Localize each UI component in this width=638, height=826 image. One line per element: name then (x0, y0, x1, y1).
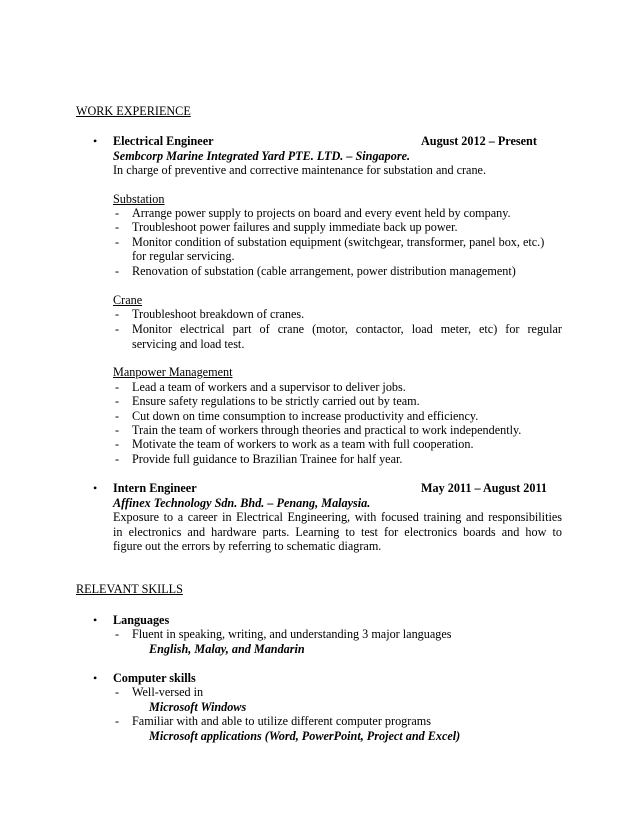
job-summary-line: figure out the errors by referring to schematic diagram. (113, 539, 382, 553)
work-experience-heading: WORK EXPERIENCE (76, 104, 191, 118)
skill-group-title: Languages (113, 613, 170, 627)
list-item-continuation: for regular servicing. (132, 249, 235, 263)
job-dates: May 2011 – August 2011 (421, 481, 547, 495)
skill-item: Familiar with and able to utilize different computer programs (132, 714, 431, 728)
job-title: Electrical Engineer (113, 134, 214, 148)
list-dash: - (115, 714, 120, 728)
list-dash: - (115, 264, 120, 278)
list-dash: - (115, 394, 120, 408)
skill-detail: English, Malay, and Mandarin (149, 642, 305, 656)
skill-detail: Microsoft applications (Word, PowerPoint, Project and Excel) (149, 729, 461, 743)
list-item: Renovation of substation (cable arrangement, power distribution management) (132, 264, 516, 278)
job-bullet: • (93, 134, 98, 148)
list-dash: - (115, 423, 120, 437)
job-company: Affinex Technology Sdn. Bhd. – Penang, Malaysia. (113, 496, 371, 510)
skill-group-title: Computer skills (113, 671, 196, 685)
list-item: Troubleshoot breakdown of cranes. (132, 307, 305, 321)
list-item: Motivate the team of workers to work as a team with full cooperation. (132, 437, 474, 451)
job-summary-line: in electronics and hardware parts. Learning to test for electronics boards and how to (113, 525, 562, 539)
section-heading-crane: Crane (113, 293, 143, 307)
list-dash: - (115, 235, 120, 249)
job-summary-line: Exposure to a career in Electrical Engineering, with focused training and responsibilities (113, 510, 562, 524)
list-dash: - (115, 627, 120, 641)
list-dash: - (115, 206, 120, 220)
list-item: Monitor condition of substation equipment (switchgear, transformer, panel box, etc.) (132, 235, 545, 249)
skill-item: Well-versed in (132, 685, 204, 699)
list-dash: - (115, 307, 120, 321)
list-dash: - (115, 685, 120, 699)
list-dash: - (115, 322, 120, 336)
job-summary: In charge of preventive and corrective maintenance for substation and crane. (113, 163, 487, 177)
list-item: Train the team of workers through theories and practical to work independently. (132, 423, 522, 437)
list-dash: - (115, 409, 120, 423)
section-heading-substation: Substation (113, 192, 165, 206)
relevant-skills-heading: RELEVANT SKILLS (76, 582, 183, 596)
list-item: Ensure safety regulations to be strictly carried out by team. (132, 394, 420, 408)
list-dash: - (115, 380, 120, 394)
list-item-continuation: servicing and load test. (132, 337, 245, 351)
list-item: Troubleshoot power failures and supply immediate back up power. (132, 220, 458, 234)
skill-item: Fluent in speaking, writing, and understanding 3 major languages (132, 627, 452, 641)
skill-detail: Microsoft Windows (149, 700, 247, 714)
list-item: Provide full guidance to Brazilian Trainee for half year. (132, 452, 403, 466)
section-heading-manpower: Manpower Management (113, 365, 233, 379)
skill-bullet: • (93, 671, 98, 685)
list-dash: - (115, 437, 120, 451)
list-item: Lead a team of workers and a supervisor to deliver jobs. (132, 380, 406, 394)
list-dash: - (115, 452, 120, 466)
job-bullet: • (93, 481, 98, 495)
job-title: Intern Engineer (113, 481, 197, 495)
job-dates: August 2012 – Present (421, 134, 537, 148)
list-item: Cut down on time consumption to increase productivity and efficiency. (132, 409, 479, 423)
list-dash: - (115, 220, 120, 234)
list-item: Arrange power supply to projects on board and every event held by company. (132, 206, 511, 220)
skill-bullet: • (93, 613, 98, 627)
list-item: Monitor electrical part of crane (motor, contactor, load meter, etc) for regular (132, 322, 562, 336)
job-company: Sembcorp Marine Integrated Yard PTE. LTD. – Singapore. (113, 149, 411, 163)
